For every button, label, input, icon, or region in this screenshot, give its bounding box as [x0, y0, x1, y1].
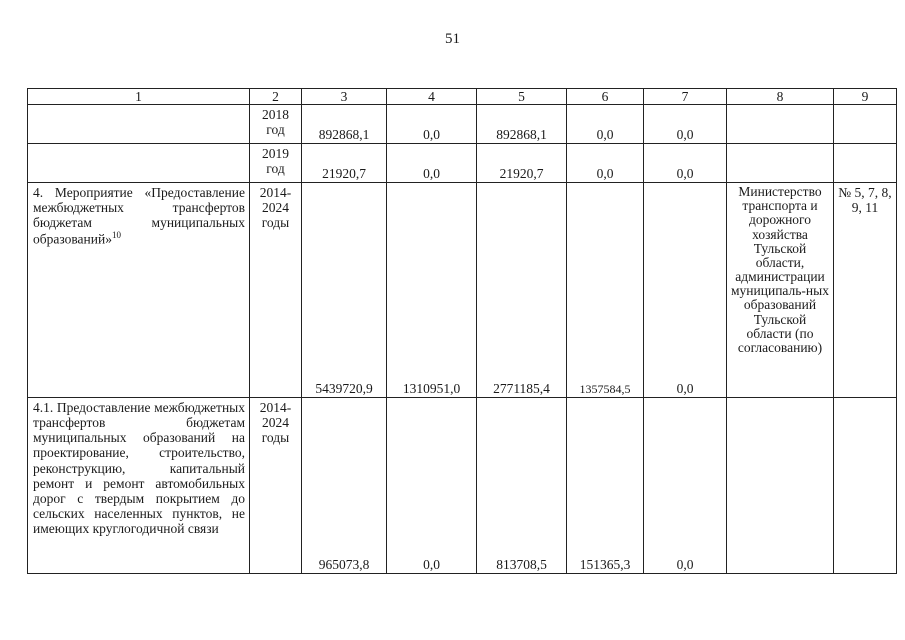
row-value: 0,0 [644, 105, 727, 144]
page-number: 51 [445, 31, 460, 47]
row-value: 813708,5 [477, 398, 567, 574]
row-name-text: 4. Мероприятие «Предоставление межбюджетных трансфертов бюджетам муниципальных образований» [33, 185, 245, 247]
row-executor [727, 398, 834, 574]
row-indicators [834, 398, 897, 574]
row-name [28, 183, 250, 398]
row-value: 0,0 [387, 105, 477, 144]
row-period: 2014-2024 годы [250, 183, 302, 398]
table-row [28, 105, 897, 144]
row-value: 0,0 [567, 144, 644, 183]
row-value: 2771185,4 [477, 183, 567, 398]
row-value: 151365,3 [567, 398, 644, 574]
table-row [28, 398, 897, 574]
row-executor [727, 144, 834, 183]
row-value: 892868,1 [302, 105, 387, 144]
row-name [28, 105, 250, 144]
row-value: 965073,8 [302, 398, 387, 574]
row-executor: Министерство транспорта и дорожного хозяйства Тульской области, администрации муниципаль-ных образований Тульской области (по согласованию) [727, 183, 834, 398]
column-header: 3 [302, 89, 387, 105]
row-value: 892868,1 [477, 105, 567, 144]
column-header: 6 [567, 89, 644, 105]
row-indicators: № 5, 7, 8, 9, 11 [834, 183, 897, 398]
row-value: 0,0 [644, 144, 727, 183]
row-value: 0,0 [644, 183, 727, 398]
row-value: 21920,7 [302, 144, 387, 183]
table-row [28, 144, 897, 183]
program-table [27, 88, 897, 574]
row-indicators [834, 144, 897, 183]
column-header: 7 [644, 89, 727, 105]
row-value: 0,0 [567, 105, 644, 144]
row-period: 2018 год [250, 105, 302, 144]
column-header: 5 [477, 89, 567, 105]
row-value: 0,0 [644, 398, 727, 574]
footnote-marker: 10 [111, 230, 121, 241]
row-indicators [834, 105, 897, 144]
column-header: 9 [834, 89, 897, 105]
row-value: 0,0 [387, 398, 477, 574]
row-name [28, 144, 250, 183]
row-value: 1357584,5 [567, 183, 644, 398]
row-period: 2019 год [250, 144, 302, 183]
row-value: 0,0 [387, 144, 477, 183]
row-value: 21920,7 [477, 144, 567, 183]
column-header: 1 [28, 89, 250, 105]
column-header: 2 [250, 89, 302, 105]
table-header-row [28, 89, 897, 105]
row-value: 5439720,9 [302, 183, 387, 398]
row-name: 4.1. Предоставление межбюджетных трансфертов бюджетам муниципальных образований на проектирование, строительство, реконструкцию, капитальный ремонт и ремонт автомобильных дорог с твердым покрытием до сельских населенных пунктов, не имеющих круглогодичной связи [28, 398, 250, 574]
column-header: 4 [387, 89, 477, 105]
column-header: 8 [727, 89, 834, 105]
row-value: 1310951,0 [387, 183, 477, 398]
row-period: 2014-2024 годы [250, 398, 302, 574]
row-executor [727, 105, 834, 144]
table-row [28, 183, 897, 398]
